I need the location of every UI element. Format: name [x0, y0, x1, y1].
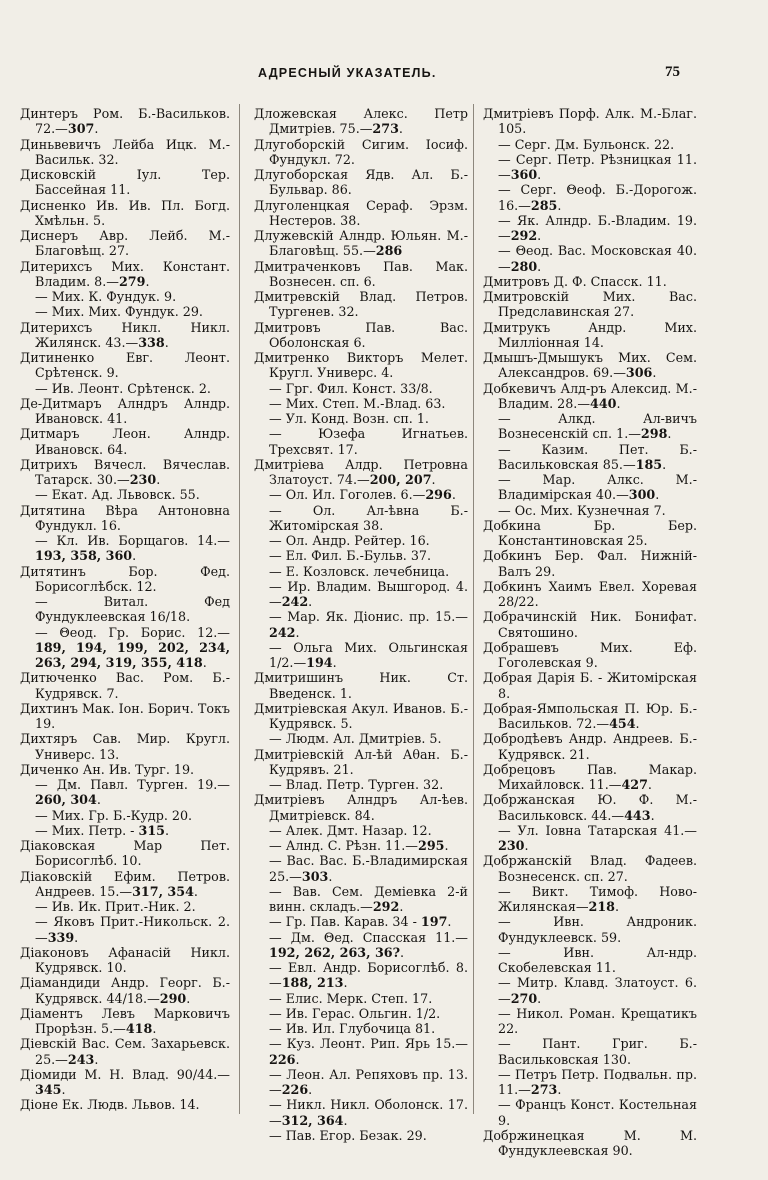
directory-entry: Добкинъ Бер. Фал. Нижній-Валъ 29. — [483, 548, 697, 579]
directory-entry: — Ив. Леонт. Срѣтенск. 2. — [35, 380, 211, 396]
directory-entry: — Серг. Θеоф. Б.-Дорогож. 16.—285. — [498, 182, 697, 213]
directory-entry: — Леон. Ал. Репяховъ пр. 13.—226. — [269, 1066, 468, 1097]
directory-entry: Добржинецкая М. М. Фундуклеевская 90. — [483, 1127, 697, 1158]
directory-entry: — Θеод. Гр. Борис. 12.— 189, 194, 199, 202, 234, 263, 294, 319, 355, 418. — [35, 624, 230, 670]
directory-entry: Діаковская Мар Пет. Борисоглѣб. 10. — [20, 838, 230, 869]
directory-column-3 — [483, 106, 697, 1158]
directory-entry: Добрачинскій Ник. Бонифат. Святошино. — [483, 609, 697, 640]
directory-entry: Дитюченко Вас. Ром. Б.-Кудрявск. 7. — [20, 670, 230, 701]
directory-column-2 — [254, 106, 468, 1143]
directory-entry: — Ивн. Андроник. Фундуклеевск. 59. — [498, 914, 697, 945]
directory-entry: Дитиненко Евг. Леонт. Срѣтенск. 9. — [20, 350, 230, 381]
directory-entry: Дмитровъ Пав. Вас. Оболонская 6. — [254, 319, 468, 350]
directory-entry: Дмитріевская Акул. Иванов. Б.-Кудрявск. 5. — [254, 700, 468, 731]
directory-entry: — Θеод. Вас. Московская 40.—280. — [498, 243, 697, 274]
directory-entry: — Никл. Никл. Оболонск. 17.—312, 364. — [269, 1097, 468, 1128]
directory-entry: Дисненко Ив. Ив. Пл. Богд. Хмѣльн. 5. — [20, 197, 230, 228]
directory-entry: Діевскій Вас. Сем. Захарьевск. 25.—243. — [20, 1036, 230, 1067]
directory-entry: Дисковскій Іул. Тер. Бассейная 11. — [20, 167, 230, 198]
directory-entry: Добрая Дарія Б. - Житомірская 8. — [483, 670, 697, 701]
directory-entry: — Петръ Петр. Подвальн. пр. 11.—273. — [498, 1066, 697, 1097]
directory-entry: Длугоборскій Сигим. Іосиф. Фундукл. 72. — [254, 136, 468, 167]
directory-entry: — Казим. Пет. Б.-Васильковская 85.—185. — [498, 441, 697, 472]
directory-entry: Динтеръ Ром. Б.-Васильков. 72.—307. — [20, 106, 230, 137]
directory-entry: — Влад. Петр. Турген. 32. — [269, 777, 444, 792]
directory-entry: Дложевская Алекс. Петр Дмитріев. 75.—273. — [254, 106, 468, 137]
directory-entry: — Як. Алндр. Б.-Владим. 19.—292. — [498, 212, 697, 243]
directory-column-1 — [20, 106, 230, 1136]
page-header — [0, 66, 768, 86]
directory-entry: Добкина Бр. Бер. Константиновская 25. — [483, 517, 697, 548]
directory-entry: — Ив. Ик. Прит.-Ник. 2. — [35, 899, 196, 914]
directory-entry: Дмитришинъ Ник. Ст. Введенск. 1. — [254, 670, 468, 701]
directory-entry: Добрая-Ямпольская П. Юр. Б.-Васильков. 72.—454. — [483, 700, 697, 731]
directory-entry: Длуголенцкая Сераф. Эрзм. Нестеров. 38. — [254, 197, 468, 228]
directory-entry: Діоне Ек. Людв. Львов. 14. — [20, 1097, 200, 1113]
column-divider — [473, 104, 474, 1114]
directory-entry: — Ел. Фил. Б.-Бульв. 37. — [269, 548, 432, 564]
directory-entry: — Кл. Ив. Борщагов. 14.— 193, 358, 360. — [35, 533, 230, 564]
directory-entry: Длужевскій Алндр. Юльян. М.-Благовѣщ. 55.—286 — [254, 228, 468, 259]
directory-entry: — Францъ Конст. Костельная 9. — [498, 1097, 697, 1128]
directory-entry: — Пант. Григ. Б.-Васильковская 130. — [498, 1036, 697, 1067]
directory-entry: — Алнд. С. Рѣзн. 11.—295. — [269, 838, 449, 853]
directory-entry: — Юзефа Игнатьев. Трехсвят. 17. — [269, 426, 468, 457]
directory-entry: — Екат. Ад. Львовск. 55. — [35, 487, 200, 503]
directory-entry: — Куз. Леонт. Рип. Ярь 15.—226. — [269, 1036, 468, 1067]
directory-entry: — Ул. Конд. Возн. сп. 1. — [269, 411, 429, 426]
directory-entry: — Ол. Андр. Рейтер. 16. — [269, 533, 430, 548]
directory-entry: — Вас. Вас. Б.-Владимирская 25.—303. — [269, 853, 468, 884]
directory-entry: — Гр. Пав. Карав. 34 - 197. — [269, 914, 452, 930]
directory-entry: Добрецовъ Пав. Макар. Михайловск. 11.—427. — [483, 761, 697, 792]
directory-entry: — Мар. Алкс. М.-Владимірская 40.—300. — [498, 472, 697, 503]
directory-entry: Дмитревскій Влад. Петров. Тургенев. 32. — [254, 289, 468, 320]
directory-entry: — Вав. Сем. Деміевка 2-й винн. складъ.—292. — [269, 883, 468, 914]
directory-entry: Добрашевъ Мих. Еф. Гоголевская 9. — [483, 639, 697, 670]
directory-entry: Дитерихсъ Никл. Никл. Жилянск. 43.—338. — [20, 319, 230, 350]
directory-entry: — Елис. Мерк. Степ. 17. — [269, 990, 433, 1006]
directory-entry: — Мих. К. Фундук. 9. — [35, 289, 177, 304]
directory-entry: Дихтинъ Мак. Іон. Борич. Токъ 19. — [20, 700, 230, 731]
directory-entry: — Ольга Мих. Ольгинская 1/2.—194. — [269, 639, 468, 670]
directory-entry: Диченко Ан. Ив. Тург. 19. — [20, 761, 195, 777]
directory-entry: — Никол. Роман. Крещатикъ 22. — [498, 1005, 697, 1036]
directory-entry: — Ив. Герас. Ольгин. 1/2. — [269, 1005, 441, 1021]
directory-entry: — Яковъ Прит.-Никольск. 2.—339. — [35, 914, 230, 945]
directory-entry: — Дм. Павл. Турген. 19.— 260, 304. — [35, 777, 230, 808]
directory-entry: — Алкд. Ал-вичъ Вознесенскій сп. 1.—298. — [498, 411, 697, 442]
directory-entry: — Витал. Фед Фундуклеевская 16/18. — [35, 594, 230, 625]
directory-entry: Добржанскій Влад. Фадеев. Вознесенск. сп. 27. — [483, 853, 697, 884]
directory-entry: — Евл. Андр. Борисоглѣб. 8.—188, 213. — [269, 960, 468, 991]
directory-entry: Дитрихъ Вячесл. Вячеслав. Татарск. 30.—230. — [20, 456, 230, 487]
directory-entry: Дмитрукъ Андр. Мих. Милліонная 14. — [483, 319, 697, 350]
directory-entry: — Ол. Ил. Гоголев. 6.—296. — [269, 487, 456, 503]
directory-entry: Дмитровскій Мих. Вас. Предславинская 27. — [483, 289, 697, 320]
directory-entry: Дитятинъ Бор. Фед. Борисоглѣбск. 12. — [20, 563, 230, 594]
directory-entry: Діаконовъ Афанасій Никл. Кудрявск. 10. — [20, 944, 230, 975]
directory-entry: — Мих. Петр. - 315. — [35, 822, 170, 838]
directory-entry: Длугоборская Ядв. Ал. Б.-Бульвар. 86. — [254, 167, 468, 198]
directory-entry: — Людм. Ал. Дмитріев. 5. — [269, 731, 442, 747]
directory-entry: Дмитріева Алдр. Петровна Златоуст. 74.—200, 207. — [254, 456, 468, 487]
column-divider — [239, 104, 240, 1114]
directory-entry: — Мих. Мих. Фундук. 29. — [35, 304, 203, 320]
directory-entry: Добкинъ Хаимъ Евел. Хоревая 28/22. — [483, 578, 697, 609]
directory-entry: Діамандиди Андр. Георг. Б.-Кудрявск. 44/18.—290. — [20, 975, 230, 1006]
directory-entry: — Ив. Ил. Глубочица 81. — [269, 1021, 436, 1036]
directory-entry: Дмитріевъ Порф. Алк. М.-Благ. 105. — [483, 106, 697, 137]
directory-entry: — Ивн. Ал-ндр. Скобелевская 11. — [498, 944, 697, 975]
directory-entry: Диньвевичъ Лейба Ицк. М.-Васильк. 32. — [20, 136, 230, 167]
directory-entry: — Ул. Іовна Татарская 41.— 230. — [498, 822, 697, 853]
directory-entry: Дмитренко Викторъ Мелет. Кругл. Универс. 4. — [254, 350, 468, 381]
directory-entry: Дмышъ-Дмышукъ Мих. Сем. Александров. 69.—306. — [483, 350, 697, 381]
directory-entry: — Ос. Мих. Кузнечная 7. — [498, 502, 666, 518]
directory-entry: — Митр. Клавд. Златоуст. 6.—270. — [498, 975, 697, 1006]
directory-entry: Добржанская Ю. Ф. М.-Васильковск. 44.—443. — [483, 792, 697, 823]
directory-entry: — Дм. Θед. Спасская 11.— 192, 262, 263, 36?. — [269, 929, 468, 960]
directory-entry: Диснеръ Авр. Лейб. М.-Благовѣщ. 27. — [20, 228, 230, 259]
directory-entry: Дихтяръ Сав. Мир. Кругл. Универс. 13. — [20, 731, 230, 762]
directory-entry: — Мих. Степ. М.-Влад. 63. — [269, 395, 446, 411]
directory-entry: Дмитріевскій Ал-ѣй Аθан. Б.-Кудрявъ. 21. — [254, 746, 468, 777]
directory-entry: Діаковскій Ефим. Петров. Андреев. 15.—317, 354. — [20, 868, 230, 899]
directory-entry: — Е. Козловск. лечебница. — [269, 563, 450, 579]
directory-entry: Діаментъ Левъ Марковичъ Прорѣзн. 5.—418. — [20, 1005, 230, 1036]
directory-entry: — Пав. Егор. Безак. 29. — [269, 1127, 427, 1143]
directory-entry: — Грг. Фил. Конст. 33/8. — [269, 380, 433, 396]
directory-entry: — Ир. Владим. Вышгород. 4.—242. — [269, 578, 468, 609]
directory-entry: Де-Дитмаръ Алндръ Алндр. Ивановск. 41. — [20, 395, 230, 426]
running-head: АДРЕСНЫЙ УКАЗАТЕЛЬ. — [258, 66, 437, 80]
page-number: 75 — [665, 64, 680, 80]
directory-entry: Добкевичъ Алд-ръ Алексид. М.-Владим. 28.—440. — [483, 380, 697, 411]
directory-entry: — Серг. Петр. Рѣзницкая 11.—360. — [498, 151, 697, 182]
directory-entry: — Ол. Ал-ѣвна Б.-Житомірская 38. — [269, 502, 468, 533]
directory-entry: — Алек. Дмт. Назар. 12. — [269, 822, 432, 838]
directory-entry: Добродѣевъ Андр. Андреев. Б.-Кудрявск. 21. — [483, 731, 697, 762]
directory-entry: Дмитровъ Д. Ф. Спасск. 11. — [483, 273, 667, 289]
directory-entry: Діомиди М. Н. Влад. 90/44.— 345. — [20, 1066, 230, 1097]
directory-entry: Дитятина Вѣра Антоновна Фундукл. 16. — [20, 502, 230, 533]
directory-entry: — Серг. Дм. Бульонск. 22. — [498, 136, 675, 152]
directory-entry: — Мар. Як. Діонис. пр. 15.—242. — [269, 609, 468, 640]
directory-entry: Дитмаръ Леон. Алндр. Ивановск. 64. — [20, 426, 230, 457]
directory-entry: — Мих. Гр. Б.-Кудр. 20. — [35, 807, 193, 823]
directory-entry: Дитерихсъ Мих. Констант. Владим. 8.—279. — [20, 258, 230, 289]
directory-entry: — Викт. Тимоф. Ново-Жилянская—218. — [498, 883, 697, 914]
directory-entry: Дмитраченковъ Пав. Мак. Вознесен. сп. 6. — [254, 258, 468, 289]
directory-entry: Дмитріевъ Алндръ Ал-ѣев. Дмитріевск. 84. — [254, 792, 468, 823]
